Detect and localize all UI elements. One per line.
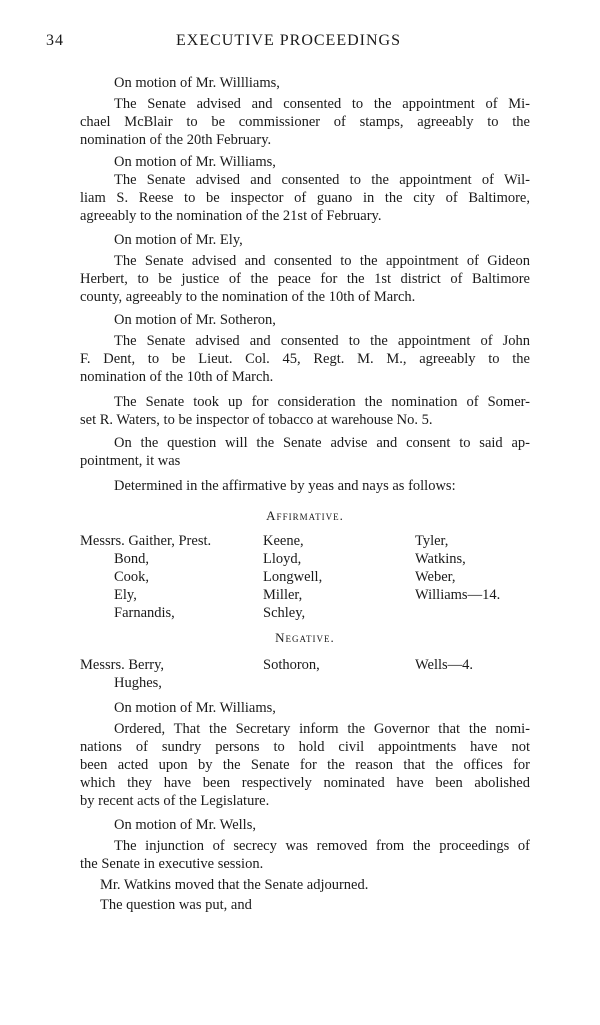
paragraph-6 (80, 434, 530, 470)
negative-column-2 (263, 656, 320, 674)
voter-name: Messrs. Gaither, Prest. (80, 533, 212, 549)
text-line: chael McBlair to be commissioner of stamps, agreeably to the (80, 114, 530, 130)
text-line: The Senate advised and consented to the appointment of Mi- (114, 96, 530, 112)
voter-name: Keene, (263, 533, 304, 549)
text-line: Determined in the affirmative by yeas and nays as follows: (114, 478, 456, 494)
affirmative-vote-list (80, 508, 530, 621)
paragraph-5 (80, 393, 530, 429)
voter-name: Longwell, (263, 569, 323, 585)
text-line: On the question will the Senate advise and consent to said ap- (114, 435, 530, 451)
motion-line: On motion of Mr. Ely, (114, 232, 243, 248)
voter-name: Schley, (263, 605, 306, 621)
voter-name: Messrs. Berry, (80, 657, 165, 673)
voter-name: Cook, (114, 569, 150, 585)
text-line: The Senate advised and consented to the appointment of Gideon (114, 253, 530, 269)
motion-paragraph-3 (80, 231, 530, 306)
voter-name: Miller, (263, 587, 303, 603)
text-line: Mr. Watkins moved that the Senate adjourned. (100, 877, 369, 893)
text-line: F. Dent, to be Lieut. Col. 45, Regt. M. M., agreeably to the (80, 351, 530, 367)
motion-paragraph-8 (80, 699, 530, 810)
negative-column-1 (80, 656, 164, 692)
affirmative-column-1 (80, 532, 211, 622)
voter-name: Tyler, (415, 533, 449, 549)
text-line: the Senate in executive session. (80, 856, 264, 872)
text-line: county, agreeably to the nomination of the 10th of March. (80, 289, 416, 305)
text-line: nations of sundry persons to hold civil appointments have not (80, 739, 530, 755)
text-line: nomination of the 20th February. (80, 132, 272, 148)
motion-line: On motion of Mr. Wells, (114, 817, 256, 833)
paragraph-7 (80, 477, 530, 495)
text-line: nomination of the 10th of March. (80, 369, 274, 385)
text-line: agreeably to the nomination of the 21st of February. (80, 208, 382, 224)
affirmative-column-2 (263, 532, 322, 622)
text-line: The question was put, and (100, 897, 252, 913)
paragraph-10 (80, 876, 530, 894)
voter-name: Lloyd, (263, 551, 302, 567)
text-line: which they have been respectively nominated have been abolished (80, 775, 530, 791)
voter-name: Weber, (415, 569, 456, 585)
negative-column-3 (415, 656, 473, 674)
motion-paragraph-4 (80, 311, 530, 386)
motion-paragraph-2 (80, 153, 530, 225)
text-line: The Senate advised and consented to the appointment of Wil- (114, 172, 530, 188)
motion-paragraph-9 (80, 816, 530, 873)
motion-line: On motion of Mr. Williams, (114, 154, 276, 170)
voter-name: Ely, (114, 587, 137, 603)
text-line: set R. Waters, to be inspector of tobacco at warehouse No. 5. (80, 412, 433, 428)
affirmative-column-3 (415, 532, 500, 604)
text-line: by recent acts of the Legislature. (80, 793, 270, 809)
text-line: Herbert, to be justice of the peace for the 1st district of Baltimore (80, 271, 530, 287)
voter-name: Hughes, (114, 675, 162, 691)
negative-heading: Negative. (275, 630, 335, 645)
affirmative-heading: Affirmative. (266, 508, 344, 523)
voter-name: Wells—4. (415, 657, 474, 673)
motion-line: On motion of Mr. Willliams, (114, 75, 280, 91)
motion-line: On motion of Mr. Williams, (114, 700, 276, 716)
negative-vote-list (80, 630, 530, 700)
text-line: The injunction of secrecy was removed from the proceedings of (114, 838, 530, 854)
text-line: been acted upon by the Senate for the reason that the offices for (80, 757, 530, 773)
text-line: Ordered, That the Secretary inform the Governor that the nomi- (114, 721, 530, 737)
motion-paragraph-1 (80, 74, 530, 149)
motion-line: On motion of Mr. Sotheron, (114, 312, 276, 328)
voter-name: Sothoron, (263, 657, 320, 673)
text-line: pointment, it was (80, 453, 181, 469)
text-line: The Senate advised and consented to the appointment of John (114, 333, 530, 349)
voter-name: Farnandis, (114, 605, 175, 621)
voter-name: Watkins, (415, 551, 466, 567)
page-number: 34 (46, 32, 64, 49)
text-line: The Senate took up for consideration the nomination of Somer- (114, 394, 530, 410)
voter-name: Bond, (114, 551, 150, 567)
text-line: liam S. Reese to be inspector of guano in the city of Baltimore, (80, 190, 530, 206)
voter-name: Williams—14. (415, 587, 501, 603)
running-title: EXECUTIVE PROCEEDINGS (176, 32, 401, 49)
paragraph-11 (80, 896, 530, 914)
